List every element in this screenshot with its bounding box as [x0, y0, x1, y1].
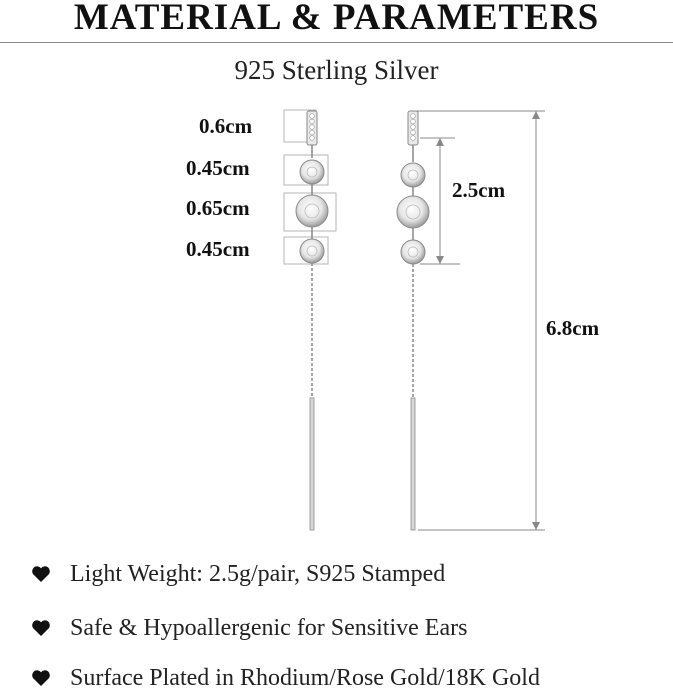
material-subtitle: 925 Sterling Silver	[234, 55, 439, 85]
dim-stone-3-label: 0.45cm	[186, 237, 250, 261]
feature-text: Safe & Hypoallergenic for Sensitive Ears	[70, 614, 468, 641]
heart-icon	[30, 669, 52, 687]
dim-stone-2-label: 0.65cm	[186, 196, 250, 220]
dimension-arrows	[436, 111, 540, 530]
left-earring	[296, 111, 328, 530]
feature-item	[30, 557, 445, 591]
dimension-lines	[410, 111, 545, 530]
dim-stone-1-label: 0.45cm	[186, 156, 250, 180]
right-earring	[397, 111, 429, 530]
feature-item	[30, 661, 540, 695]
heart-icon	[30, 619, 52, 637]
feature-text: Surface Plated in Rhodium/Rose Gold/18K Gold	[70, 664, 540, 691]
heart-icon	[30, 565, 52, 583]
feature-text: Light Weight: 2.5g/pair, S925 Stamped	[70, 560, 446, 587]
feature-item	[30, 611, 467, 645]
dim-drop-length-label: 2.5cm	[452, 178, 506, 202]
page-title: MATERIAL & PARAMETERS	[73, 0, 600, 38]
dim-top-bar-label: 0.6cm	[199, 114, 253, 138]
dim-total-length-label: 6.8cm	[546, 316, 600, 340]
